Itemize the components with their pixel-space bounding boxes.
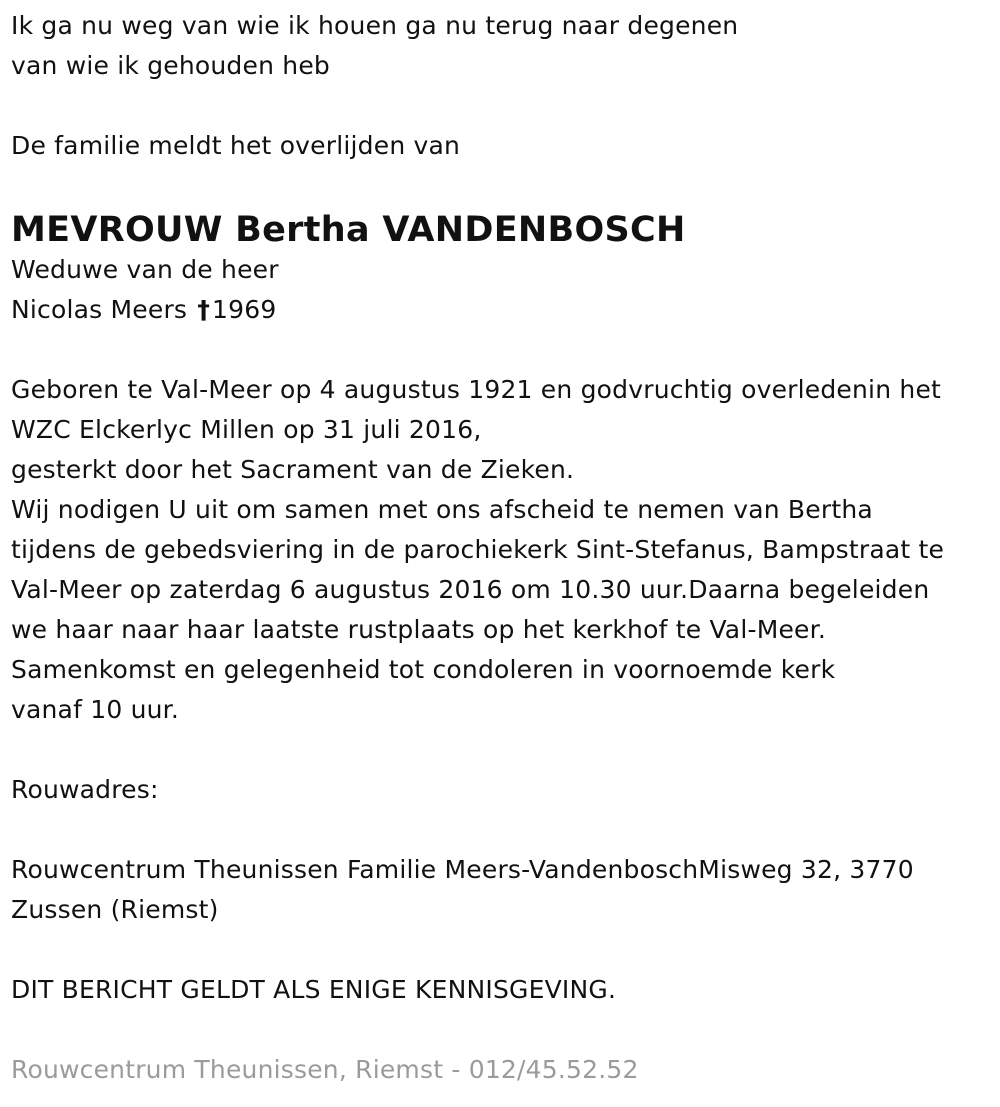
body-line: WZC Elckerlyc Millen op 31 juli 2016,: [11, 415, 482, 444]
address-line-1: Rouwcentrum Theunissen Familie Meers-VandenboschMisweg 32, 3770: [11, 855, 914, 884]
spouse-line-1: Weduwe van de heer: [11, 255, 279, 284]
footer-contact: Rouwcentrum Theunissen, Riemst - 012/45.52.52: [11, 1055, 639, 1084]
body-line: we haar naar haar laatste rustplaats op het kerkhof te Val-Meer.: [11, 615, 826, 644]
body-line: Samenkomst en gelegenheid tot condoleren in voornoemde kerk: [11, 655, 836, 684]
address-label: Rouwadres:: [11, 775, 159, 804]
spacer: [11, 1010, 996, 1050]
spacer: [11, 730, 996, 770]
body-line: Wij nodigen U uit om samen met ons afscheid te nemen van Bertha: [11, 495, 873, 524]
motto-line-2: van wie ik gehouden heb: [11, 51, 330, 80]
death-notice: [11, 6, 996, 1090]
cross-icon: †: [197, 295, 211, 324]
spouse-name: Nicolas Meers: [11, 295, 188, 324]
body-line: Geboren te Val-Meer op 4 augustus 1921 en godvruchtig overledenin het: [11, 375, 942, 404]
deceased-name: MEVROUW Bertha VANDENBOSCH: [11, 210, 686, 250]
body-line: vanaf 10 uur.: [11, 695, 180, 724]
body-line: Val-Meer op zaterdag 6 augustus 2016 om 10.30 uur.Daarna begeleiden: [11, 575, 930, 604]
intro-text: De familie meldt het overlijden van: [11, 131, 461, 160]
spouse-death-year: 1969: [212, 295, 277, 324]
spouse-line-2: [11, 290, 996, 330]
spacer: [11, 330, 996, 370]
body-line: tijdens de gebedsviering in de parochiekerk Sint-Stefanus, Bampstraat te: [11, 535, 945, 564]
address-line-2: Zussen (Riemst): [11, 895, 219, 924]
spacer: [11, 930, 996, 970]
spacer: [11, 810, 996, 850]
body-line: gesterkt door het Sacrament van de Zieken.: [11, 455, 575, 484]
spacer: [11, 166, 996, 206]
motto-line-1: Ik ga nu weg van wie ik houen ga nu terug naar degenen: [11, 11, 739, 40]
spacer: [11, 86, 996, 126]
official-notice: DIT BERICHT GELDT ALS ENIGE KENNISGEVING.: [11, 975, 617, 1004]
